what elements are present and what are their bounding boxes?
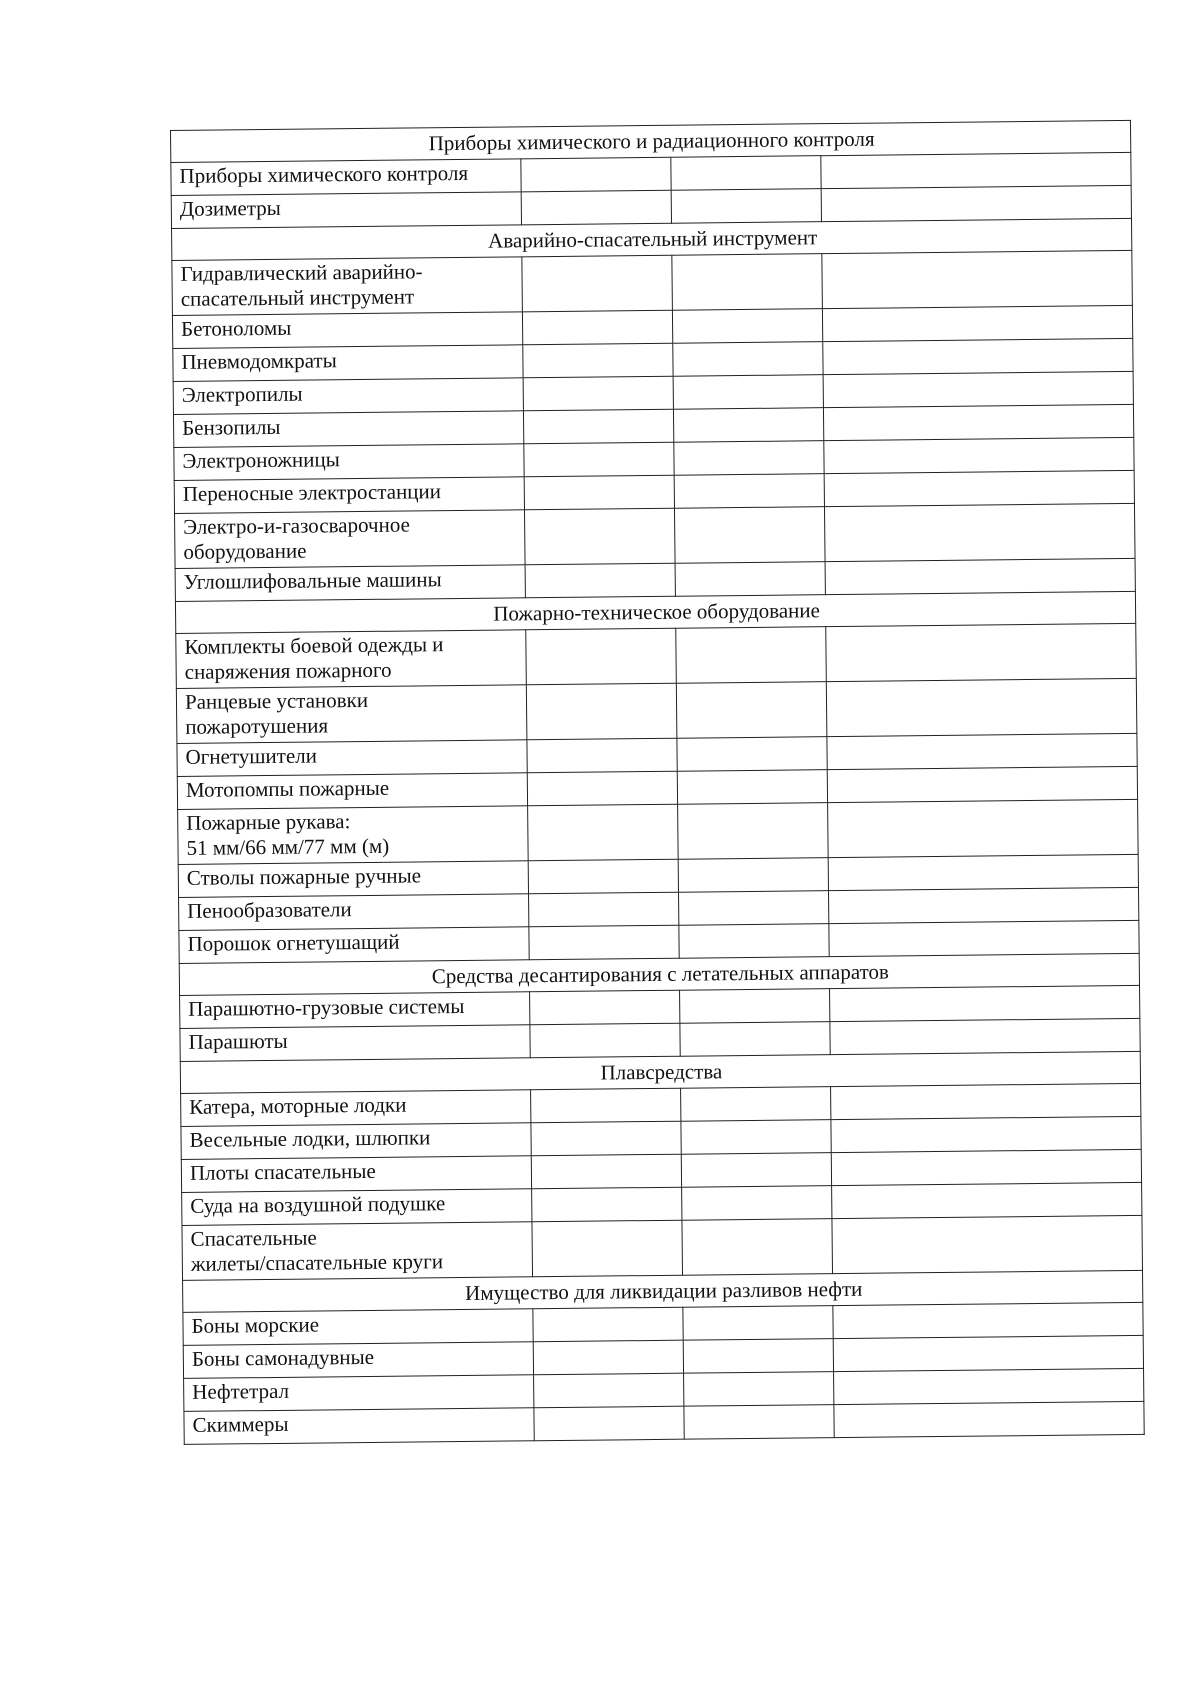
empty-value-cell[interactable] <box>821 152 1131 188</box>
item-name-cell <box>179 927 529 964</box>
empty-value-cell[interactable] <box>681 1120 831 1155</box>
item-name-cell <box>176 685 527 744</box>
item-name-cell <box>173 345 523 382</box>
empty-value-cell[interactable] <box>825 558 1135 594</box>
item-name-line: Ранцевые установки <box>184 687 369 714</box>
empty-value-cell[interactable] <box>532 1220 683 1277</box>
empty-value-cell[interactable] <box>829 887 1139 923</box>
item-name-cell <box>184 1375 534 1412</box>
item-name-line: Весельные лодки, шлюпки <box>189 1125 431 1152</box>
empty-value-cell[interactable] <box>531 1121 681 1156</box>
item-name-line: Катера, моторные лодки <box>189 1092 407 1119</box>
item-name-cell <box>175 510 526 569</box>
empty-value-cell[interactable] <box>521 190 671 225</box>
empty-value-cell[interactable] <box>527 738 677 773</box>
item-name-line: Электро-и-газосварочное <box>183 512 410 539</box>
empty-value-cell[interactable] <box>683 1306 833 1341</box>
table-row <box>176 678 1137 743</box>
item-name-line: Спасательные <box>190 1225 317 1251</box>
table-row <box>176 623 1137 688</box>
empty-value-cell[interactable] <box>528 804 679 861</box>
empty-value-cell[interactable] <box>675 562 825 597</box>
item-name-line: Пенообразователи <box>187 897 352 923</box>
empty-value-cell[interactable] <box>677 770 827 805</box>
empty-value-cell[interactable] <box>834 1368 1144 1404</box>
item-name-cell <box>184 1408 534 1445</box>
empty-value-cell[interactable] <box>524 442 674 477</box>
item-name-cell <box>173 411 523 448</box>
empty-value-cell[interactable] <box>523 376 673 411</box>
item-name-line: Боны морские <box>191 1312 320 1338</box>
item-name-cell <box>175 565 525 602</box>
empty-value-cell[interactable] <box>678 858 828 893</box>
empty-value-cell[interactable] <box>824 503 1135 561</box>
item-name-cell <box>171 159 521 196</box>
table-row <box>182 1215 1143 1280</box>
empty-value-cell[interactable] <box>671 156 821 191</box>
empty-value-cell[interactable] <box>529 925 679 960</box>
table-row <box>175 503 1136 568</box>
empty-value-cell[interactable] <box>824 437 1134 473</box>
item-name-cell <box>177 773 527 810</box>
empty-value-cell[interactable] <box>833 1302 1143 1338</box>
empty-value-cell[interactable] <box>828 799 1139 857</box>
empty-value-cell[interactable] <box>533 1307 683 1342</box>
empty-value-cell[interactable] <box>821 185 1131 221</box>
item-name-line: Гидравлический аварийно- <box>180 259 423 286</box>
item-name-cell <box>174 477 524 514</box>
empty-value-cell[interactable] <box>521 157 671 192</box>
item-name-cell <box>178 861 528 898</box>
equipment-table <box>170 120 1145 1445</box>
item-name-cell <box>173 378 523 415</box>
item-name-line: Электропилы <box>181 381 303 407</box>
item-name-line: 51 мм/66 мм/77 мм (м) <box>186 833 390 860</box>
empty-value-cell[interactable] <box>822 250 1133 308</box>
item-name-cell <box>180 992 530 1029</box>
item-name-line: Переносные электростанции <box>182 479 442 506</box>
item-name-cell <box>178 806 529 865</box>
empty-value-cell[interactable] <box>824 470 1134 506</box>
empty-value-cell[interactable] <box>829 920 1139 956</box>
empty-value-cell[interactable] <box>525 563 675 598</box>
empty-value-cell[interactable] <box>683 1339 833 1374</box>
item-name-line: Плоты спасательные <box>189 1158 376 1185</box>
empty-value-cell[interactable] <box>524 508 675 565</box>
item-name-cell <box>180 1025 530 1062</box>
item-name-line: Огнетушители <box>185 743 318 769</box>
empty-value-cell[interactable] <box>677 737 827 772</box>
empty-value-cell[interactable] <box>684 1372 834 1407</box>
empty-value-cell[interactable] <box>823 404 1133 440</box>
empty-value-cell[interactable] <box>834 1401 1144 1437</box>
item-name-cell <box>172 257 523 316</box>
item-name-cell <box>182 1222 533 1281</box>
item-name-line: Порошок огнетушащий <box>187 929 400 956</box>
empty-value-cell[interactable] <box>534 1373 684 1408</box>
empty-value-cell[interactable] <box>823 338 1133 374</box>
item-name-line: спасательный инструмент <box>180 284 415 311</box>
empty-value-cell[interactable] <box>531 1088 681 1123</box>
empty-value-cell[interactable] <box>681 1087 831 1122</box>
empty-value-cell[interactable] <box>526 683 677 740</box>
section-title: Пожарно-техническое оборудование <box>175 591 1135 633</box>
empty-value-cell[interactable] <box>830 985 1140 1021</box>
empty-value-cell[interactable] <box>680 989 830 1024</box>
item-name-line: Суда на воздушной подушке <box>190 1191 446 1218</box>
item-name-cell <box>182 1189 532 1226</box>
table-row <box>172 250 1133 315</box>
empty-value-cell[interactable] <box>674 474 824 509</box>
item-name-cell <box>179 894 529 931</box>
item-name-line: Дозиметры <box>179 195 281 221</box>
item-name-line: Нефтетрал <box>192 1378 290 1404</box>
item-name-cell <box>181 1123 531 1160</box>
item-name-line: Парашюты <box>188 1028 288 1054</box>
item-name-line: Комплекты боевой одежды и <box>184 632 444 659</box>
item-name-line: Стволы пожарные ручные <box>186 863 422 890</box>
empty-value-cell[interactable] <box>522 255 673 312</box>
empty-value-cell[interactable] <box>833 1335 1143 1371</box>
empty-value-cell[interactable] <box>530 1023 680 1058</box>
section-title: Имущество для ликвидации разливов нефти <box>183 1270 1143 1312</box>
item-name-cell <box>176 630 527 689</box>
empty-value-cell[interactable] <box>674 507 825 564</box>
empty-value-cell[interactable] <box>826 623 1137 681</box>
empty-value-cell[interactable] <box>534 1406 684 1441</box>
empty-value-cell[interactable] <box>682 1186 832 1221</box>
item-name-cell <box>181 1090 531 1127</box>
empty-value-cell[interactable] <box>831 1083 1141 1119</box>
empty-value-cell[interactable] <box>678 803 829 860</box>
item-name-cell <box>172 312 522 349</box>
empty-value-cell[interactable] <box>673 408 823 443</box>
empty-value-cell[interactable] <box>528 859 678 894</box>
empty-value-cell[interactable] <box>676 627 827 684</box>
item-name-line: Бетоноломы <box>180 315 292 341</box>
empty-value-cell[interactable] <box>523 343 673 378</box>
empty-value-cell[interactable] <box>830 1018 1140 1054</box>
empty-value-cell[interactable] <box>529 892 679 927</box>
empty-value-cell[interactable] <box>679 891 829 926</box>
empty-value-cell[interactable] <box>827 733 1137 769</box>
item-name-cell <box>183 1309 533 1346</box>
empty-value-cell[interactable] <box>526 628 677 685</box>
empty-value-cell[interactable] <box>672 309 822 344</box>
empty-value-cell[interactable] <box>673 375 823 410</box>
empty-value-cell[interactable] <box>684 1405 834 1440</box>
empty-value-cell[interactable] <box>523 409 673 444</box>
item-name-line: Мотопомпы пожарные <box>185 775 390 802</box>
empty-value-cell[interactable] <box>676 682 827 739</box>
section-title: Аварийно-спасательный инструмент <box>172 218 1132 260</box>
table-row <box>178 799 1139 864</box>
empty-value-cell[interactable] <box>681 1153 831 1188</box>
item-name-line: Бензопилы <box>181 414 281 440</box>
empty-value-cell[interactable] <box>671 189 821 224</box>
item-name-line: оборудование <box>183 538 307 564</box>
empty-value-cell[interactable] <box>826 678 1137 736</box>
item-name-cell <box>177 740 527 777</box>
empty-value-cell[interactable] <box>673 342 823 377</box>
empty-value-cell[interactable] <box>679 924 829 959</box>
empty-value-cell[interactable] <box>530 990 680 1025</box>
item-name-cell <box>181 1156 531 1193</box>
empty-value-cell[interactable] <box>522 310 672 345</box>
empty-value-cell[interactable] <box>682 1219 833 1276</box>
section-title: Приборы химического и радиационного контроля <box>171 120 1131 162</box>
empty-value-cell[interactable] <box>832 1215 1143 1273</box>
item-name-line: Пневмодомкраты <box>181 348 337 374</box>
empty-value-cell[interactable] <box>831 1149 1141 1185</box>
item-name-line: пожаротушения <box>185 713 329 739</box>
item-name-line: Парашютно-грузовые системы <box>188 993 465 1021</box>
empty-value-cell[interactable] <box>527 771 677 806</box>
section-title: Средства десантирования с летательных аппаратов <box>179 953 1139 995</box>
item-name-line: Приборы химического контроля <box>179 160 469 188</box>
empty-value-cell[interactable] <box>524 475 674 510</box>
item-name-line: Пожарные рукава: <box>186 809 351 835</box>
item-name-line: Углошлифовальные машины <box>183 567 442 594</box>
empty-value-cell[interactable] <box>822 305 1132 341</box>
empty-value-cell[interactable] <box>827 766 1137 802</box>
empty-value-cell[interactable] <box>680 1022 830 1057</box>
item-name-cell <box>174 444 524 481</box>
item-name-line: жилеты/спасательные круги <box>190 1249 444 1276</box>
empty-value-cell[interactable] <box>672 254 823 311</box>
empty-value-cell[interactable] <box>531 1154 681 1189</box>
empty-value-cell[interactable] <box>828 854 1138 890</box>
empty-value-cell[interactable] <box>823 371 1133 407</box>
empty-value-cell[interactable] <box>674 441 824 476</box>
table-body <box>171 120 1145 1444</box>
item-name-line: снаряжения пожарного <box>184 657 392 684</box>
empty-value-cell[interactable] <box>831 1116 1141 1152</box>
item-name-line: Скиммеры <box>192 1411 289 1437</box>
item-name-cell <box>171 192 521 229</box>
empty-value-cell[interactable] <box>533 1340 683 1375</box>
item-name-cell <box>183 1342 533 1379</box>
empty-value-cell[interactable] <box>532 1187 682 1222</box>
item-name-line: Электроножницы <box>182 447 340 473</box>
item-name-line: Боны самонадувные <box>191 1344 375 1371</box>
empty-value-cell[interactable] <box>832 1182 1142 1218</box>
section-title: Плавсредства <box>180 1051 1140 1093</box>
